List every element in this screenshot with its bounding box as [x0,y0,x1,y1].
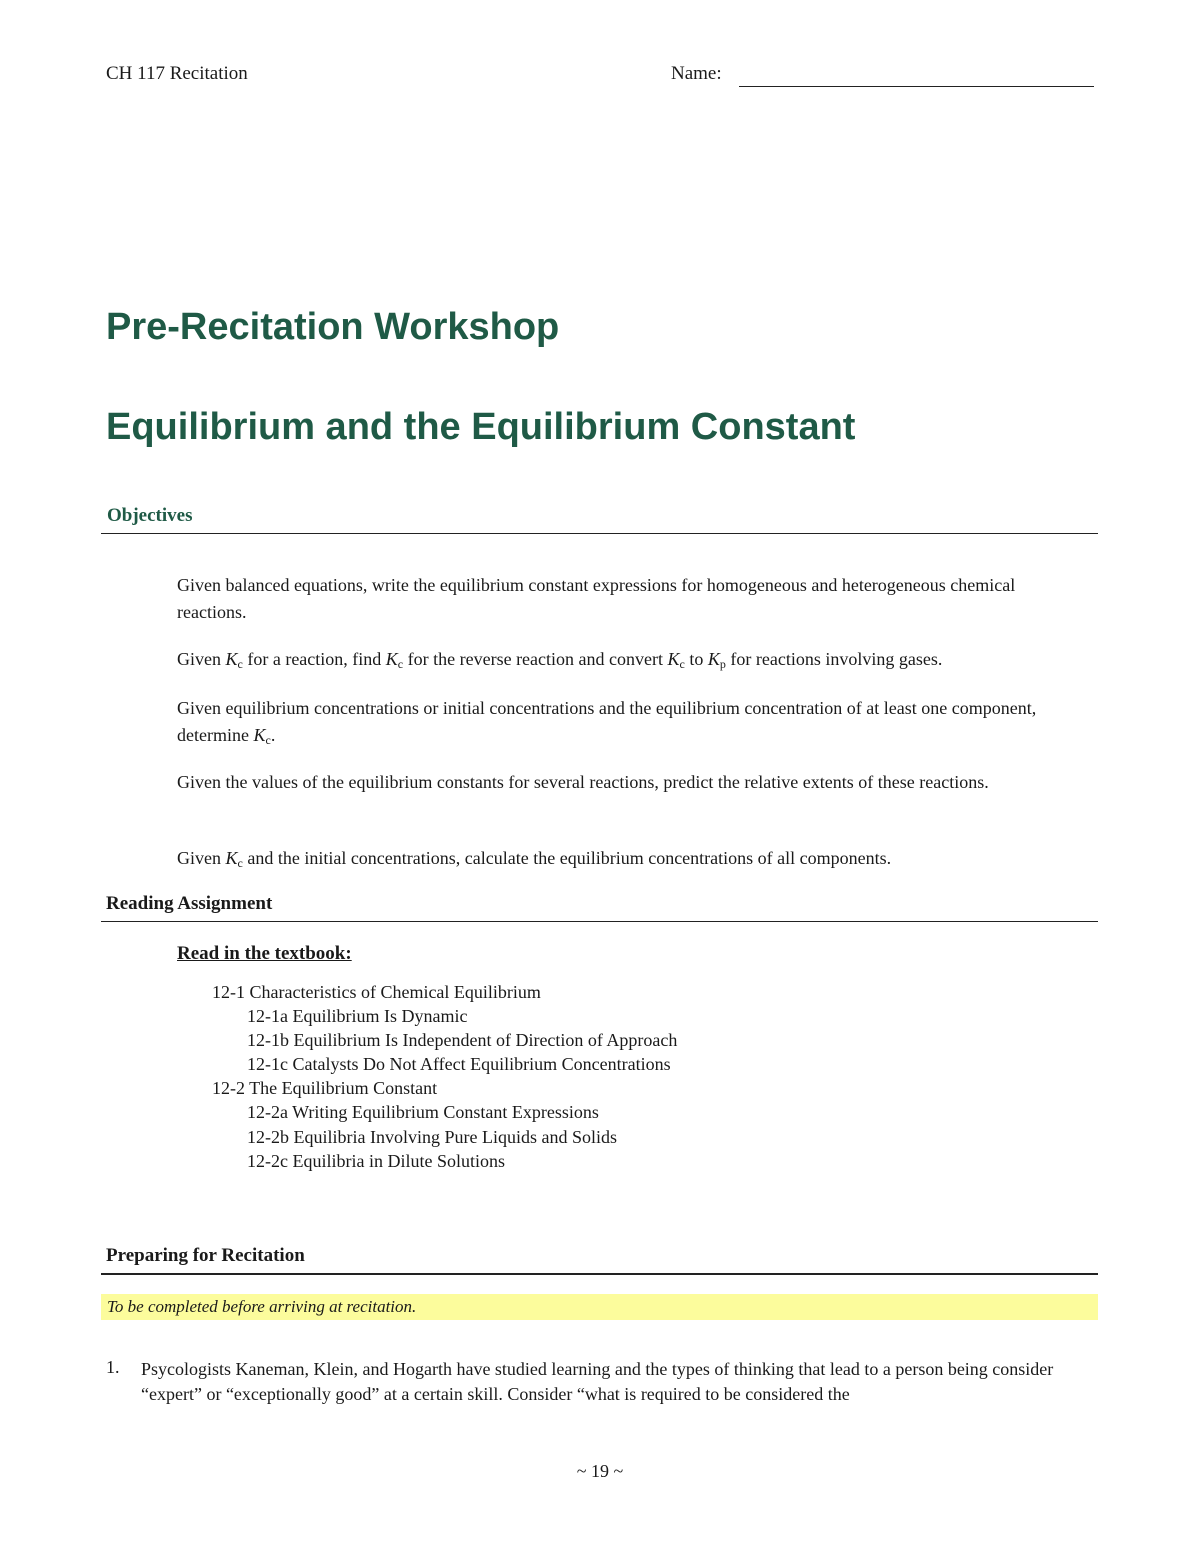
toc-subsection: 12-2a Writing Equilibrium Constant Expressions [247,1102,599,1122]
reading-label: Read in the textbook: [177,943,352,964]
note-text: To be completed before arriving at recitation. [107,1297,417,1316]
toc-subsection: 12-1a Equilibrium Is Dynamic [247,1006,468,1026]
toc-subsection: 12-2c Equilibria in Dilute Solutions [247,1151,505,1171]
page-number: ~ 19 ~ [576,1461,624,1481]
course-header: CH 117 Recitation [106,63,248,84]
page-title: Pre-Recitation Workshop [106,306,560,348]
toc-section: 12-2 The Equilibrium Constant [212,1078,438,1098]
preparing-heading: Preparing for Recitation [106,1245,305,1266]
reading-heading: Reading Assignment [106,893,273,914]
name-blank-line [739,86,1094,87]
toc-subsection: 12-1b Equilibrium Is Independent of Direction of Approach [247,1030,678,1050]
section-divider [101,921,1098,922]
objective-item: Given $K_c$ and the initial concentrations, calculate the equilibrium concentrations of all components. [177,848,892,870]
section-divider [101,1273,1098,1275]
section-divider [101,533,1098,534]
name-label: Name: [671,63,722,84]
objective-item: Given the values of the equilibrium constants for several reactions, predict the relative extents of these reactions. [177,772,989,792]
objective-item: Given $K_c$ for a reaction, find $K_c$ for the reverse reaction and convert $K_c$ to $K_p$ for reactions involving gases. [177,649,943,671]
question-number: 1. [106,1357,120,1377]
toc-subsection: 12-2b Equilibria Involving Pure Liquids and Solids [247,1127,617,1147]
toc-subsection: 12-1c Catalysts Do Not Affect Equilibrium Concentrations [247,1054,671,1074]
objective-item: Given balanced equations, write the equilibrium constant expressions for homogeneous and heterogeneous chemical reactions. [177,575,1016,622]
objectives-heading: Objectives [107,505,193,526]
question-text: Psycologists Kaneman, Klein, and Hogarth have studied learning and the types of thinking that lead to a person being consider “expert” or “exceptionally good” at a certain skill. Consider “what is required to be considered the [141,1359,1054,1404]
toc-section: 12-1 Characteristics of Chemical Equilibrium [212,982,541,1002]
objective-item: Given equilibrium concentrations or initial concentrations and the equilibrium concentration of at least one component, determine $K_c$. [177,698,1037,747]
topic-title: Equilibrium and the Equilibrium Constant [106,406,856,448]
